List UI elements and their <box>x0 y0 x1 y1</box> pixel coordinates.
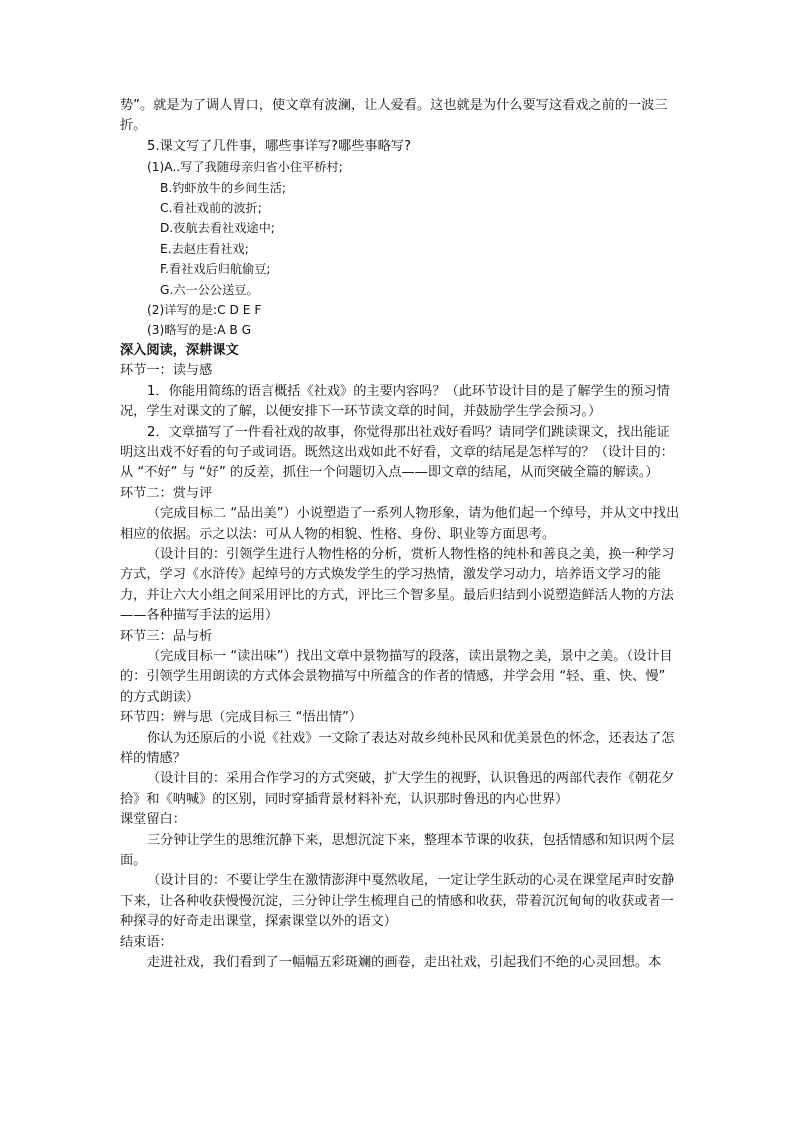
answer-item-c: C.看社戏前的波折; <box>160 201 262 216</box>
section-heading: 深入阅读，深耕课文 <box>120 342 239 358</box>
step-one-question-1: 1．你能用简练的语言概括《社戏》的主要内容吗？（此环节设计目的是了解学生的预习情况，学生对课文的了解，以便安排下一环节读文章的时间，并鼓励学生学会预习。） <box>120 383 670 420</box>
step-four-question: 你认为还原后的小说《社戏》一文除了表达对故乡纯朴民风和优美景色的怀念，还表达了怎样的情感？ <box>120 730 675 766</box>
question-5: 5.课文写了几件事，哪些事详写?哪些事略写? <box>147 138 411 154</box>
answer-detailed: (2)详写的是:C D E F <box>147 303 262 318</box>
step-three-heading: 环节三：品与析 <box>120 628 213 644</box>
classroom-blank-heading: 课堂留白： <box>120 812 186 828</box>
step-two-task: （完成目标二 “品出美”）小说塑造了一系列人物形象，请为他们起一个绰号，并从文中找出相应的依据。示之以法：可从人物的相貌、性格、身份、职业等方面思考。 <box>120 506 680 542</box>
step-four-heading: 环节四：辨与思（完成目标三 “悟出情”） <box>120 710 363 726</box>
step-one-question-2: 2．文章描写了一件看社戏的故事，你觉得那出社戏好看吗？请同学们跳读课文，找出能证明这出戏不好看的句子或词语。既然这出戏如此不好看，文章的结尾是怎样写的？（设计目的：从 “不好” 与 “好” 的反差，抓住一个问题切入点——即文章的结尾，从而突破全篇的解读。） <box>120 424 674 481</box>
step-two-design-purpose: （设计目的：引领学生进行人物性格的分析，赏析人物性格的纯朴和善良之美，换一种学习方式，学习《水浒传》起绰号的方式焕发学生的学习热情，激发学习动力，培养语文学习的能力，并让六大小组之间采用评比的方式，评比三个智多星。最后归结到小说塑造鲜活人物的方法——各种描写手法的运用） <box>120 546 675 624</box>
step-two-heading: 环节二：赏与评 <box>120 485 213 501</box>
paragraph-continuation: 势”。就是为了调人胃口，使文章有波澜，让人爱看。这也就是为什么要写这看戏之前的一波三折。 <box>120 98 668 134</box>
answer-item-f: F.看社戏后归航偷豆; <box>160 262 271 277</box>
answer-item-d: D.夜航去看社戏途中; <box>160 221 275 236</box>
closing-heading: 结束语： <box>120 934 173 950</box>
closing-text: 走进社戏，我们看到了一幅幅五彩斑斓的画卷，走出社戏，引起我们不绝的心灵回想。本 <box>147 955 662 971</box>
answer-item-g: G.六一公公送豆。 <box>160 282 259 297</box>
answer-item-b: B.钓虾放牛的乡间生活; <box>160 180 287 195</box>
classroom-blank-design-purpose: （设计目的：不要让学生在激情澎湃中戛然收尾，一定让学生跃动的心灵在课堂尾声时安静下来，让各种收获慢慢沉淀，三分钟让学生梳理自己的情感和收获，带着沉沉甸甸的收获或者一种探寻的好奇走出课堂，探索课堂以外的语文） <box>120 873 675 930</box>
answer-item-e: E.去赵庄看社戏; <box>160 241 249 256</box>
step-one-heading: 环节一：读与感 <box>120 363 213 379</box>
answer-item-1a: (1)A..写了我随母亲归省小住平桥村; <box>147 160 343 175</box>
answer-brief: (3)略写的是:A B G <box>147 323 252 338</box>
classroom-blank-text: 三分钟让学生的思维沉静下来，思想沉淀下来，整理本节课的收获，包括情感和知识两个层面。 <box>120 832 675 869</box>
document-page <box>120 96 682 973</box>
step-four-design-purpose: （设计目的：采用合作学习的方式突破，扩大学生的视野，认识鲁迅的两部代表作《朝花夕拾》和《呐喊》的区别，同时穿插背景材料补充，认识那时鲁迅的内心世界） <box>120 771 675 807</box>
step-three-task: （完成目标一 “读出味”）找出文章中景物描写的段落，读出景物之美，景中之美。（设计目的：引领学生用朗读的方式体会景物描写中所蕴含的作者的情感，并学会用 “轻、重、快、慢” 的方式朗读） <box>120 648 673 705</box>
